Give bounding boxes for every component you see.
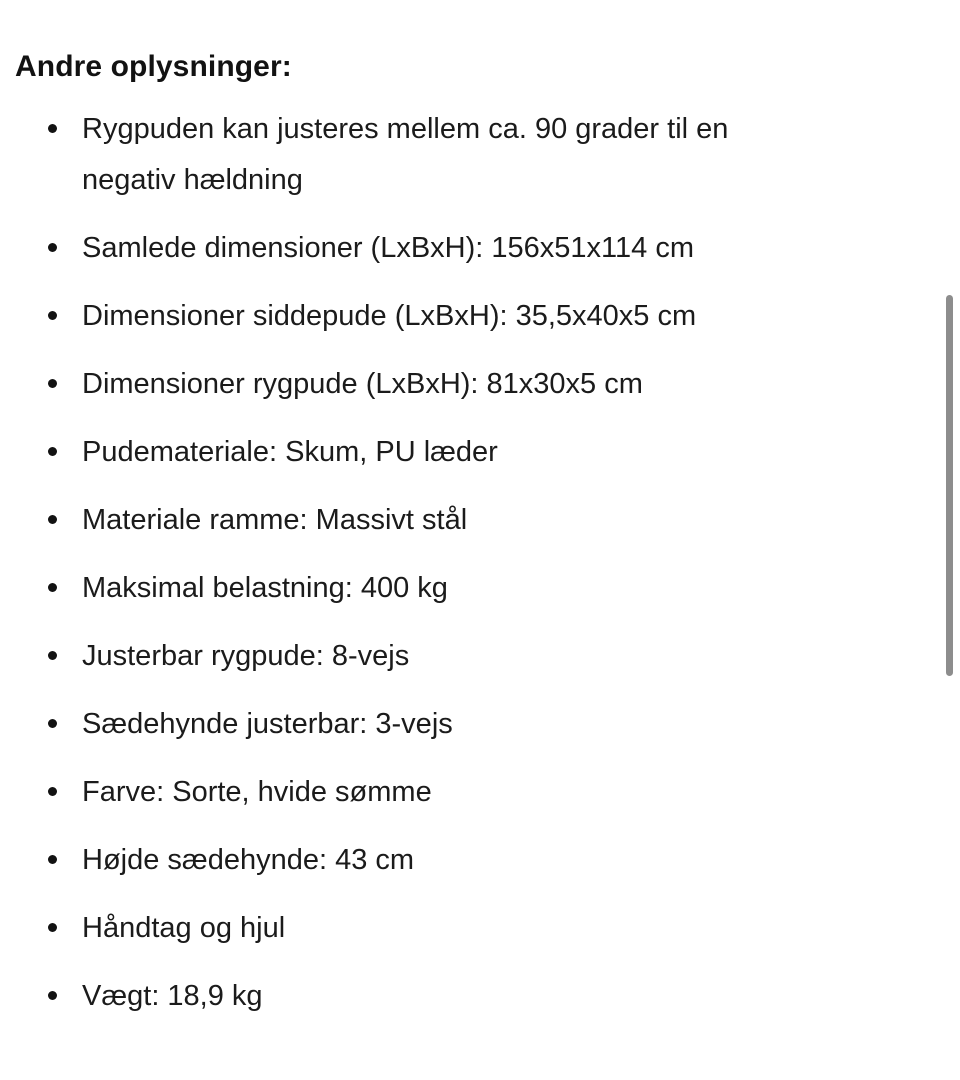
list-item <box>0 835 900 903</box>
list-item-label: Dimensioner rygpude (LxBxH): 81x30x5 cm <box>82 368 643 400</box>
list-item <box>0 631 900 699</box>
list-item-label: Materiale ramme: Massivt stål <box>82 504 468 536</box>
list-item-label: Dimensioner siddepude (LxBxH): 35,5x40x5 cm <box>82 300 697 332</box>
list-item <box>0 903 900 971</box>
bullet-icon <box>48 923 57 932</box>
list-item <box>0 563 900 631</box>
list-item <box>0 699 900 767</box>
bullet-icon <box>48 379 57 388</box>
list-item <box>0 495 900 563</box>
bullet-icon <box>48 447 57 456</box>
page-title: Andre oplysninger: <box>15 49 292 83</box>
bullet-icon <box>48 651 57 660</box>
list-item-label: Farve: Sorte, hvide sømme <box>82 776 432 808</box>
list-item-label: Højde sædehynde: 43 cm <box>82 844 415 876</box>
bullet-icon <box>48 787 57 796</box>
scrollbar-thumb[interactable] <box>946 295 953 676</box>
list-item-label: Justerbar rygpude: 8-vejs <box>82 640 410 672</box>
specifications-list <box>0 104 900 1039</box>
list-item <box>0 104 900 223</box>
list-item <box>0 767 900 835</box>
list-item <box>0 971 900 1039</box>
list-item-label: Rygpuden kan justeres mellem ca. 90 grader til en negativ hældning <box>82 113 729 196</box>
list-item <box>0 359 900 427</box>
list-item-label: Samlede dimensioner (LxBxH): 156x51x114 cm <box>82 232 694 264</box>
list-item-label: Maksimal belastning: 400 kg <box>82 572 448 604</box>
bullet-icon <box>48 124 57 133</box>
bullet-icon <box>48 719 57 728</box>
list-item-label: Håndtag og hjul <box>82 912 286 944</box>
list-item-label: Sædehynde justerbar: 3-vejs <box>82 708 453 740</box>
bullet-icon <box>48 991 57 1000</box>
list-item-label: Pudemateriale: Skum, PU læder <box>82 436 498 468</box>
bullet-icon <box>48 243 57 252</box>
bullet-icon <box>48 583 57 592</box>
bullet-icon <box>48 311 57 320</box>
list-item <box>0 291 900 359</box>
bullet-icon <box>48 855 57 864</box>
list-item <box>0 223 900 291</box>
list-item <box>0 427 900 495</box>
list-item-label: Vægt: 18,9 kg <box>82 980 263 1012</box>
scrollbar-track[interactable] <box>942 0 956 1080</box>
bullet-icon <box>48 515 57 524</box>
